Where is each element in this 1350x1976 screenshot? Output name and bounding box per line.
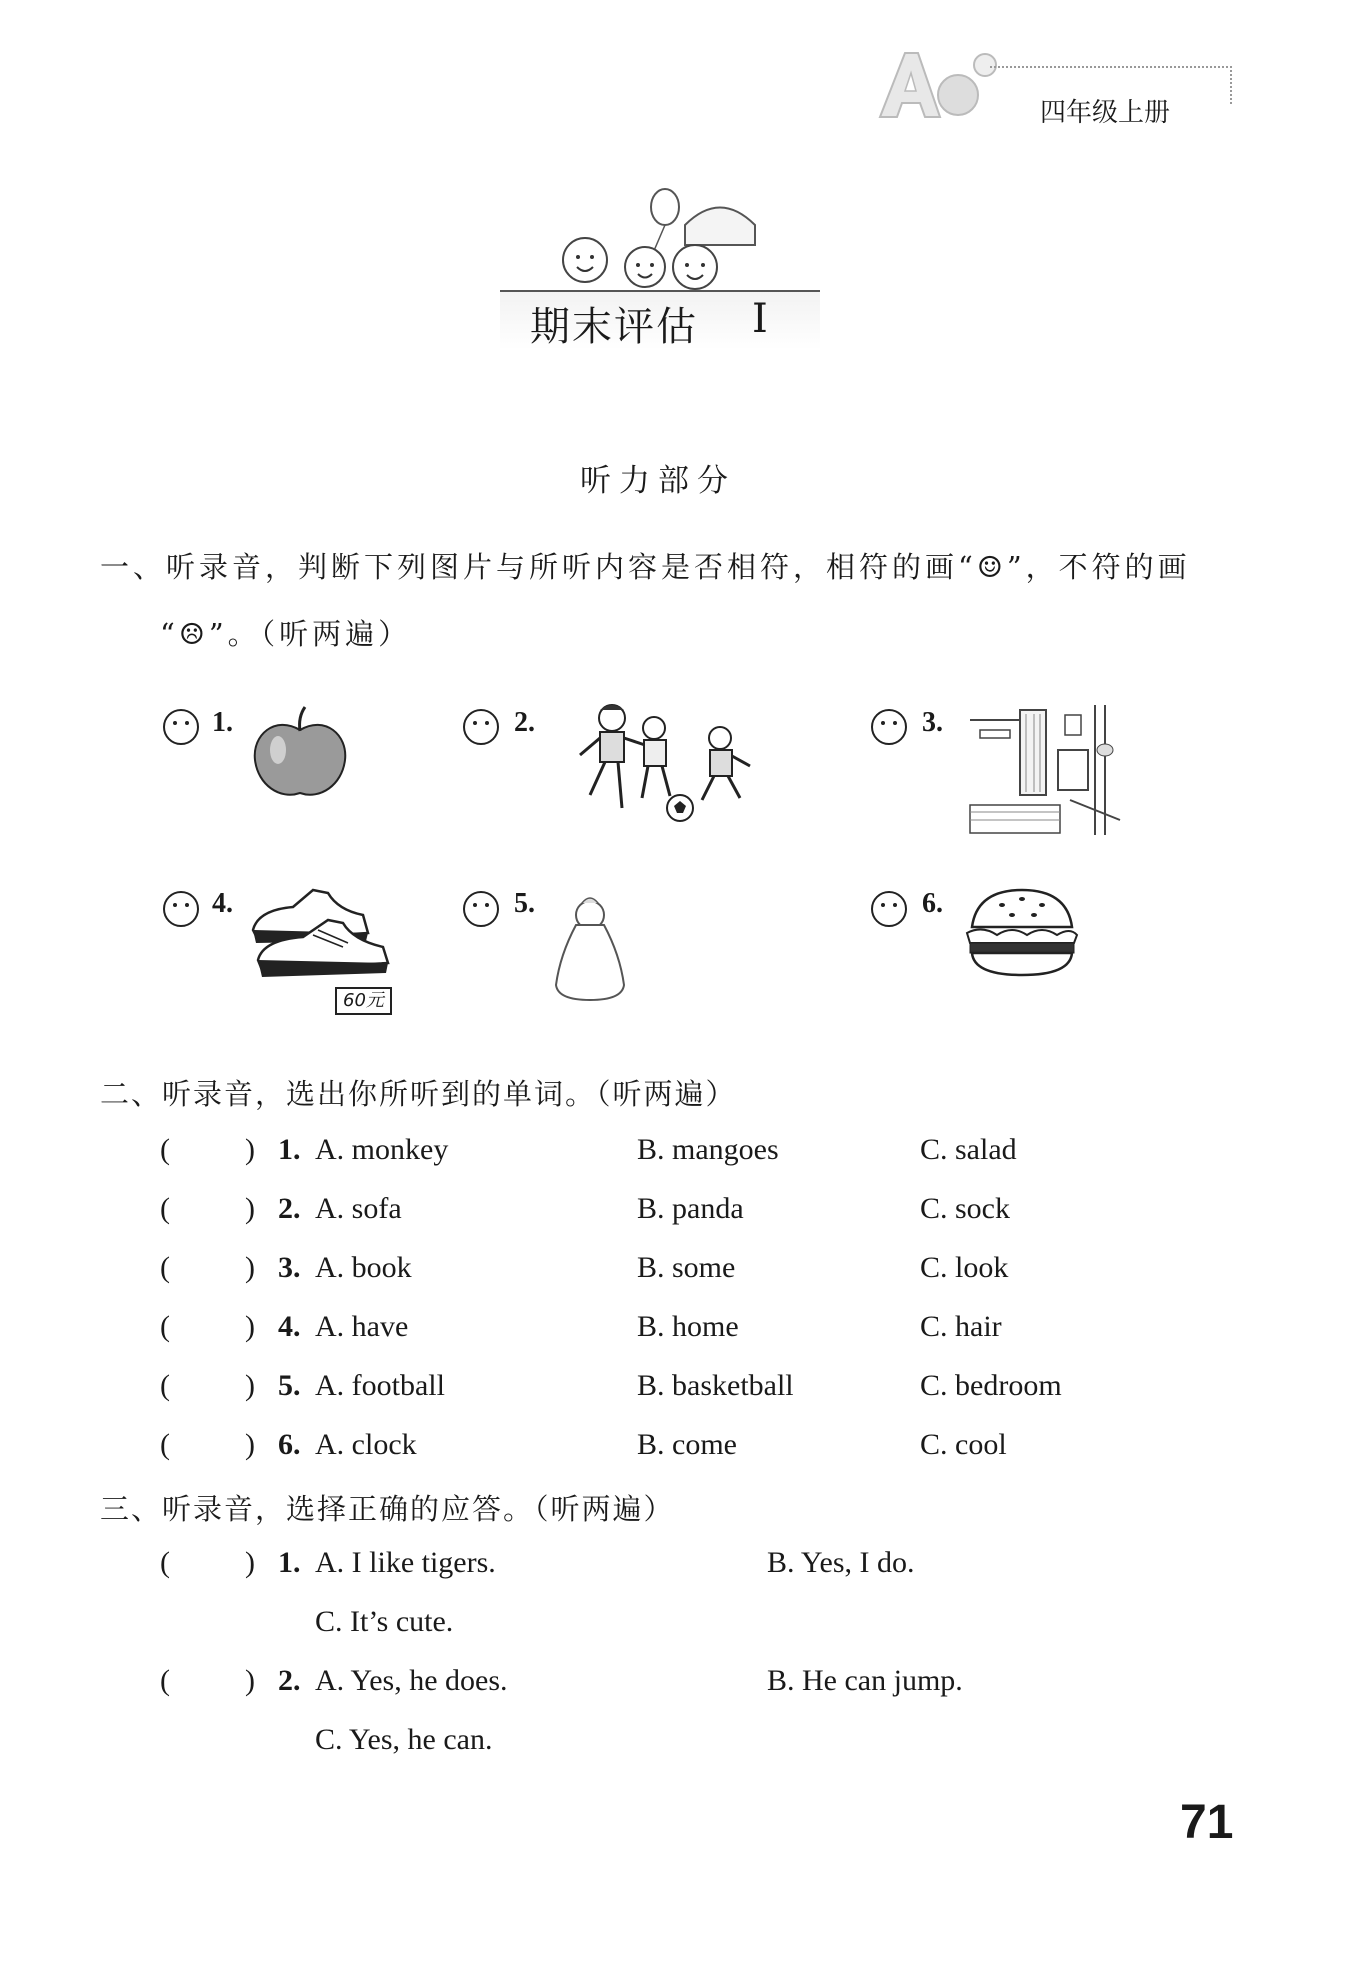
page-title: 期末评估 <box>530 304 698 350</box>
answer-blank[interactable]: ) <box>245 1546 255 1579</box>
section-title: 听力部分 <box>580 463 736 499</box>
item-number: 5. <box>514 888 535 919</box>
question-number: 2. <box>278 1664 301 1697</box>
option-c: C. cool <box>920 1428 1007 1461</box>
paren-open: ( <box>160 1369 170 1402</box>
item-number: 2. <box>514 707 535 738</box>
answer-blank[interactable]: ) <box>245 1428 255 1461</box>
part1-heading-line1: 一、听录音，判断下列图片与所听内容是否相符，相符的画“☺”，不符的画 <box>100 550 1191 584</box>
question-number: 3. <box>278 1251 301 1284</box>
answer-face-circle[interactable] <box>870 890 908 932</box>
grade-label: 四年级上册 <box>1040 98 1171 128</box>
option-a: A. football <box>315 1369 445 1402</box>
option-c: C. Yes, he can. <box>315 1723 493 1756</box>
option-c: C. hair <box>920 1310 1002 1343</box>
option-a: A. monkey <box>315 1133 449 1166</box>
apple-icon <box>250 705 350 809</box>
answer-face-circle[interactable] <box>162 708 200 750</box>
option-c: C. bedroom <box>920 1369 1062 1402</box>
question-row <box>0 1428 1350 1468</box>
abc-logo <box>870 45 1000 129</box>
page-number: 71 <box>1180 1796 1234 1849</box>
part3-heading: 三、听录音，选择正确的应答。（听两遍） <box>100 1492 675 1526</box>
paren-open: ( <box>160 1133 170 1166</box>
question-row <box>0 1369 1350 1409</box>
option-c: C. look <box>920 1251 1009 1284</box>
paren-open: ( <box>160 1310 170 1343</box>
option-a: A. I like tigers. <box>315 1546 496 1579</box>
option-b: B. panda <box>637 1192 744 1225</box>
sneakers-icon <box>248 885 418 989</box>
question-number: 6. <box>278 1428 301 1461</box>
answer-blank[interactable]: ) <box>245 1192 255 1225</box>
question-row-continued <box>0 1605 1350 1645</box>
option-a: A. have <box>315 1310 409 1343</box>
part2-heading: 二、听录音，选出你所听到的单词。（听两遍） <box>100 1077 737 1111</box>
question-number: 4. <box>278 1310 301 1343</box>
question-number: 1. <box>278 1133 301 1166</box>
answer-blank[interactable]: ) <box>245 1310 255 1343</box>
item-number: 6. <box>922 888 943 919</box>
paren-open: ( <box>160 1428 170 1461</box>
item-number: 3. <box>922 707 943 738</box>
part1-heading-line2: “☹”。（听两遍） <box>160 617 412 651</box>
paren-open: ( <box>160 1546 170 1579</box>
option-a: A. book <box>315 1251 412 1284</box>
item-number: 4. <box>212 888 233 919</box>
snowman-icon <box>550 885 630 1009</box>
question-row-continued <box>0 1723 1350 1763</box>
answer-face-circle[interactable] <box>162 890 200 932</box>
option-a: A. Yes, he does. <box>315 1664 508 1697</box>
price-tag: 60元 <box>335 987 392 1015</box>
answer-blank[interactable]: ) <box>245 1664 255 1697</box>
item-number: 1. <box>212 707 233 738</box>
answer-blank[interactable]: ) <box>245 1369 255 1402</box>
question-number: 2. <box>278 1192 301 1225</box>
answer-face-circle[interactable] <box>462 708 500 750</box>
option-b: B. some <box>637 1251 736 1284</box>
option-b: B. come <box>637 1428 737 1461</box>
option-b: B. mangoes <box>637 1133 779 1166</box>
question-row <box>0 1310 1350 1350</box>
title-roman-numeral: Ⅰ <box>752 296 768 342</box>
answer-face-circle[interactable] <box>870 708 908 750</box>
answer-blank[interactable]: ) <box>245 1251 255 1284</box>
question-row <box>0 1664 1350 1704</box>
option-b: B. Yes, I do. <box>767 1546 915 1579</box>
option-c: C. salad <box>920 1133 1017 1166</box>
option-b: B. home <box>637 1310 739 1343</box>
option-a: A. sofa <box>315 1192 402 1225</box>
answer-blank[interactable]: ) <box>245 1133 255 1166</box>
question-number: 5. <box>278 1369 301 1402</box>
answer-face-circle[interactable] <box>462 890 500 932</box>
option-b: B. He can jump. <box>767 1664 963 1697</box>
kids-playing-football-icon <box>550 700 760 829</box>
option-a: A. clock <box>315 1428 417 1461</box>
question-row <box>0 1251 1350 1291</box>
option-b: B. basketball <box>637 1369 794 1402</box>
option-c: C. It’s cute. <box>315 1605 454 1638</box>
paren-open: ( <box>160 1192 170 1225</box>
title-rule <box>500 290 820 292</box>
question-row <box>0 1546 1350 1586</box>
option-c: C. sock <box>920 1192 1010 1225</box>
question-number: 1. <box>278 1546 301 1579</box>
hamburger-icon <box>962 885 1082 984</box>
paren-open: ( <box>160 1664 170 1697</box>
paren-open: ( <box>160 1251 170 1284</box>
question-row <box>0 1192 1350 1232</box>
question-row <box>0 1133 1350 1173</box>
children-illustration <box>545 185 775 299</box>
bathroom-icon <box>960 700 1125 844</box>
